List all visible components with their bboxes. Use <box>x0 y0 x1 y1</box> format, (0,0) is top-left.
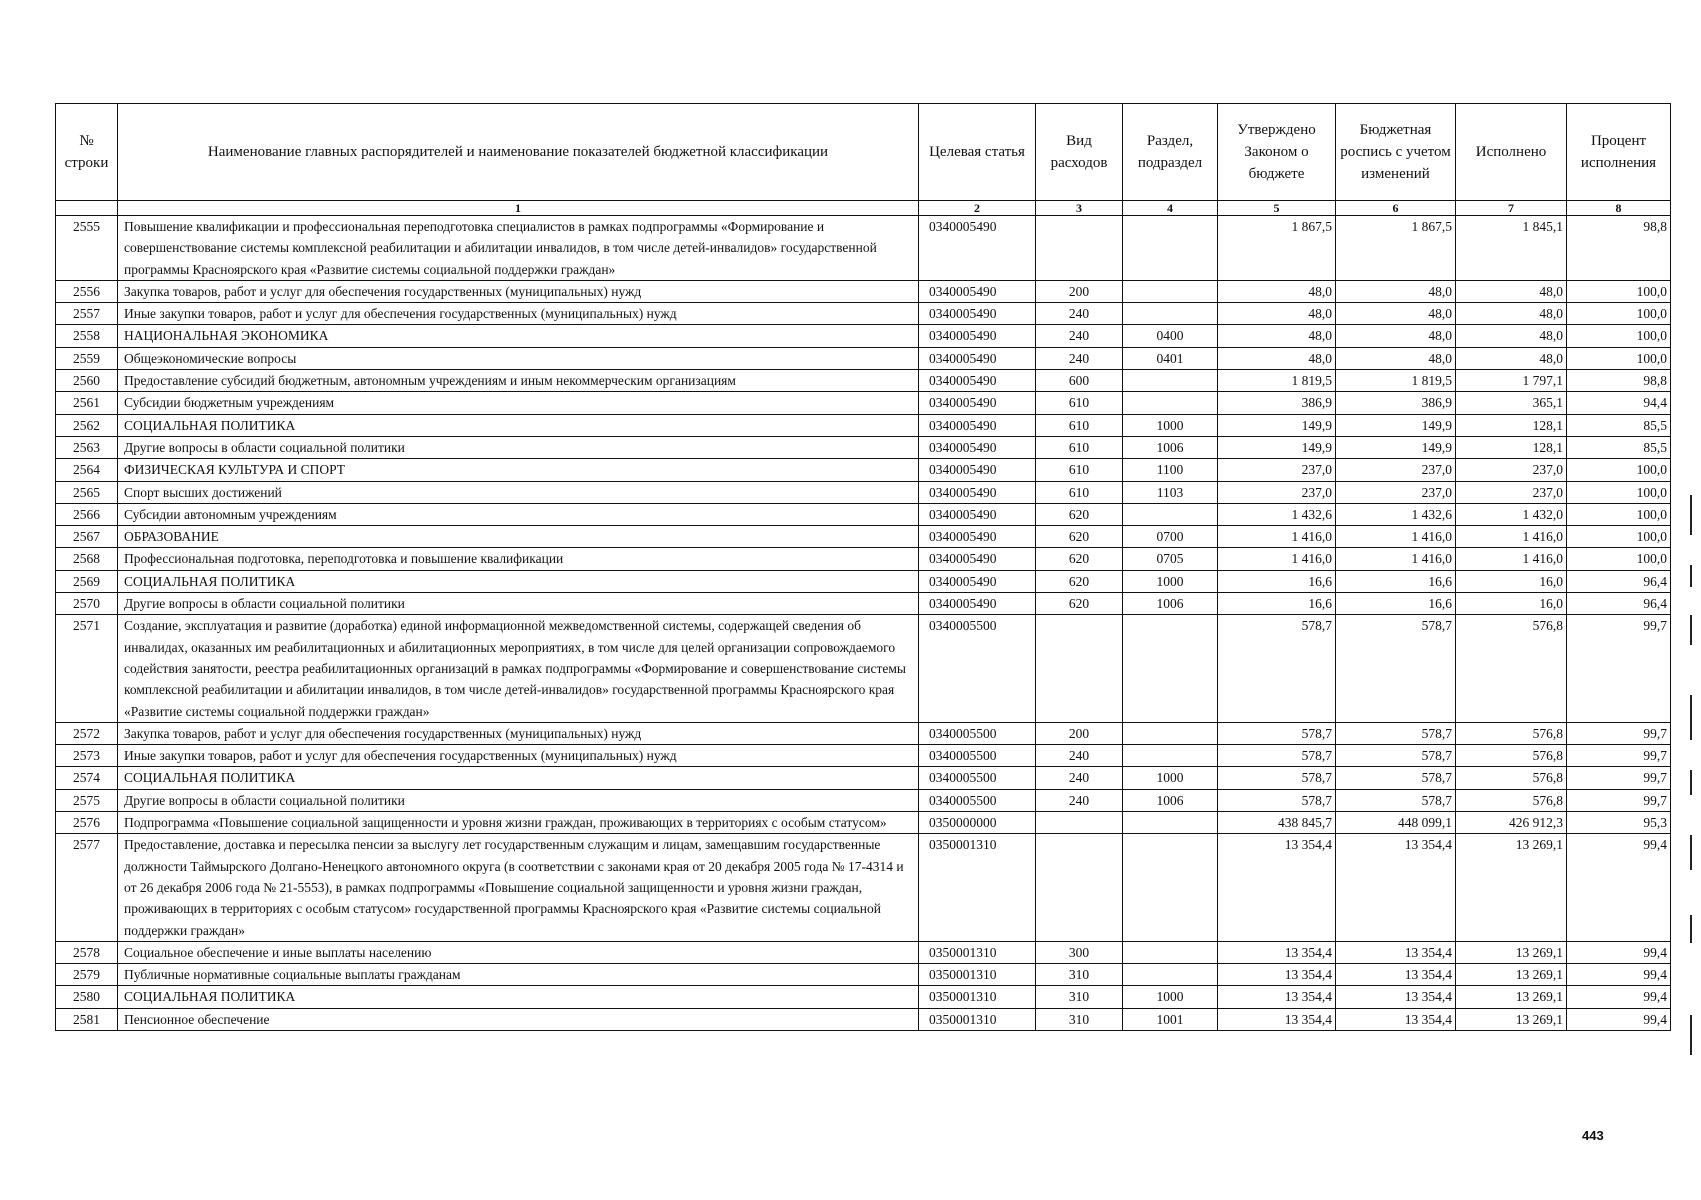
executed-amount: 576,8 <box>1456 789 1567 811</box>
approved-amount: 386,9 <box>1218 392 1336 414</box>
row-number: 2574 <box>56 767 118 789</box>
target-article: 0350001310 <box>919 986 1036 1008</box>
row-number: 2572 <box>56 722 118 744</box>
expense-type: 310 <box>1036 964 1123 986</box>
expense-type: 620 <box>1036 593 1123 615</box>
expense-type: 610 <box>1036 414 1123 436</box>
expense-type: 610 <box>1036 436 1123 458</box>
target-article: 0340005490 <box>919 481 1036 503</box>
expense-type: 200 <box>1036 280 1123 302</box>
row-name: Пенсионное обеспечение <box>118 1008 919 1030</box>
table-row <box>56 459 1671 481</box>
row-name: Социальное обеспечение и иные выплаты населению <box>118 941 919 963</box>
row-number: 2563 <box>56 436 118 458</box>
table-row <box>56 436 1671 458</box>
expense-type: 600 <box>1036 370 1123 392</box>
roster-amount: 1 432,6 <box>1336 503 1456 525</box>
approved-amount: 13 354,4 <box>1218 941 1336 963</box>
approved-amount: 149,9 <box>1218 436 1336 458</box>
target-article: 0340005490 <box>919 347 1036 369</box>
section-code: 1000 <box>1123 986 1218 1008</box>
section-code: 0401 <box>1123 347 1218 369</box>
table-row <box>56 745 1671 767</box>
row-name: Иные закупки товаров, работ и услуг для обеспечения государственных (муниципальных) нужд <box>118 303 919 325</box>
target-article: 0340005490 <box>919 216 1036 281</box>
target-article: 0340005490 <box>919 593 1036 615</box>
approved-amount: 1 416,0 <box>1218 548 1336 570</box>
roster-amount: 48,0 <box>1336 280 1456 302</box>
table-row <box>56 392 1671 414</box>
executed-amount: 426 912,3 <box>1456 812 1567 834</box>
approved-amount: 48,0 <box>1218 325 1336 347</box>
row-name: СОЦИАЛЬНАЯ ПОЛИТИКА <box>118 767 919 789</box>
target-article: 0340005490 <box>919 370 1036 392</box>
column-number <box>56 201 118 216</box>
expense-type: 310 <box>1036 1008 1123 1030</box>
approved-amount: 578,7 <box>1218 789 1336 811</box>
header-expense-type: Вид расходов <box>1036 104 1123 201</box>
column-number: 7 <box>1456 201 1567 216</box>
expense-type: 620 <box>1036 526 1123 548</box>
row-number: 2579 <box>56 964 118 986</box>
execution-percent: 98,8 <box>1567 370 1671 392</box>
table-row <box>56 481 1671 503</box>
target-article: 0340005490 <box>919 436 1036 458</box>
row-number: 2578 <box>56 941 118 963</box>
executed-amount: 1 845,1 <box>1456 216 1567 281</box>
target-article: 0340005490 <box>919 570 1036 592</box>
roster-amount: 48,0 <box>1336 325 1456 347</box>
table-row <box>56 941 1671 963</box>
row-name: Иные закупки товаров, работ и услуг для обеспечения государственных (муниципальных) нужд <box>118 745 919 767</box>
row-name: Подпрограмма «Повышение социальной защищенности и уровня жизни граждан, проживающих в территориях с особым статусом» <box>118 812 919 834</box>
target-article: 0350001310 <box>919 1008 1036 1030</box>
executed-amount: 237,0 <box>1456 459 1567 481</box>
table-row <box>56 303 1671 325</box>
executed-amount: 13 269,1 <box>1456 941 1567 963</box>
row-number: 2571 <box>56 615 118 722</box>
table-row <box>56 986 1671 1008</box>
table-row <box>56 767 1671 789</box>
target-article: 0340005490 <box>919 548 1036 570</box>
approved-amount: 48,0 <box>1218 303 1336 325</box>
row-number: 2580 <box>56 986 118 1008</box>
roster-amount: 237,0 <box>1336 481 1456 503</box>
roster-amount: 16,6 <box>1336 570 1456 592</box>
execution-percent: 99,7 <box>1567 615 1671 722</box>
execution-percent: 99,7 <box>1567 767 1671 789</box>
roster-amount: 13 354,4 <box>1336 986 1456 1008</box>
table-row <box>56 280 1671 302</box>
execution-percent: 96,4 <box>1567 570 1671 592</box>
expense-type: 240 <box>1036 347 1123 369</box>
execution-percent: 100,0 <box>1567 526 1671 548</box>
approved-amount: 237,0 <box>1218 459 1336 481</box>
roster-amount: 578,7 <box>1336 767 1456 789</box>
section-code <box>1123 392 1218 414</box>
row-name: Профессиональная подготовка, переподготовка и повышение квалификации <box>118 548 919 570</box>
column-number-row <box>56 201 1671 216</box>
execution-percent: 100,0 <box>1567 503 1671 525</box>
roster-amount: 578,7 <box>1336 745 1456 767</box>
expense-type <box>1036 216 1123 281</box>
executed-amount: 48,0 <box>1456 347 1567 369</box>
row-name: Предоставление, доставка и пересылка пенсии за выслугу лет государственным служащим и лицам, замещавшим государственные должности Таймырского Долгано-Ненецкого автономного округа (в соответствии с законами края от 20 декабря 2005 года № 17-4314 и от 26 декабря 2006 года № 21-5553), в рамках подпрограммы «Повышение социальной защищенности и уровня жизни граждан, проживающих в территориях с особым статусом» государственной программы Красноярского края «Развитие системы социальной поддержки граждан» <box>118 834 919 941</box>
approved-amount: 1 867,5 <box>1218 216 1336 281</box>
row-name: Создание, эксплуатация и развитие (доработка) единой информационной межведомственной системы, содержащей сведения об инвалидах, оказанных им реабилитационных и абилитационных мероприятиях, в том числе для целей организации сопровождаемого содействия занятости, реестра реабилитационных организаций в рамках подпрограммы «Формирование и совершенствование системы комплексной реабилитации и абилитации инвалидов, в том числе детей-инвалидов» государственной программы Красноярского края «Развитие системы социальной поддержки граждан» <box>118 615 919 722</box>
row-number: 2556 <box>56 280 118 302</box>
execution-percent: 100,0 <box>1567 459 1671 481</box>
row-number: 2558 <box>56 325 118 347</box>
expense-type: 240 <box>1036 745 1123 767</box>
approved-amount: 578,7 <box>1218 767 1336 789</box>
table-row <box>56 216 1671 281</box>
execution-percent: 100,0 <box>1567 325 1671 347</box>
section-code: 1001 <box>1123 1008 1218 1030</box>
execution-percent: 99,4 <box>1567 941 1671 963</box>
table-row <box>56 570 1671 592</box>
approved-amount: 1 416,0 <box>1218 526 1336 548</box>
target-article: 0350001310 <box>919 964 1036 986</box>
section-code: 1100 <box>1123 459 1218 481</box>
execution-percent: 94,4 <box>1567 392 1671 414</box>
target-article: 0340005490 <box>919 280 1036 302</box>
table-row <box>56 414 1671 436</box>
section-code <box>1123 503 1218 525</box>
table-row <box>56 615 1671 722</box>
row-number: 2575 <box>56 789 118 811</box>
execution-percent: 99,4 <box>1567 1008 1671 1030</box>
roster-amount: 237,0 <box>1336 459 1456 481</box>
roster-amount: 578,7 <box>1336 615 1456 722</box>
target-article: 0350001310 <box>919 941 1036 963</box>
expense-type: 610 <box>1036 459 1123 481</box>
expense-type <box>1036 812 1123 834</box>
executed-amount: 16,0 <box>1456 593 1567 615</box>
approved-amount: 48,0 <box>1218 347 1336 369</box>
executed-amount: 1 797,1 <box>1456 370 1567 392</box>
section-code: 1000 <box>1123 570 1218 592</box>
executed-amount: 16,0 <box>1456 570 1567 592</box>
row-number: 2566 <box>56 503 118 525</box>
budget-execution-table <box>55 103 1671 1031</box>
roster-amount: 149,9 <box>1336 436 1456 458</box>
target-article: 0340005490 <box>919 503 1036 525</box>
row-number: 2564 <box>56 459 118 481</box>
column-number: 4 <box>1123 201 1218 216</box>
execution-percent: 98,8 <box>1567 216 1671 281</box>
approved-amount: 1 819,5 <box>1218 370 1336 392</box>
target-article: 0340005490 <box>919 459 1036 481</box>
executed-amount: 48,0 <box>1456 303 1567 325</box>
table-row <box>56 789 1671 811</box>
approved-amount: 1 432,6 <box>1218 503 1336 525</box>
section-code <box>1123 303 1218 325</box>
expense-type: 240 <box>1036 303 1123 325</box>
row-number: 2560 <box>56 370 118 392</box>
header-section: Раздел, подраздел <box>1123 104 1218 201</box>
table-row <box>56 325 1671 347</box>
target-article: 0350000000 <box>919 812 1036 834</box>
section-code: 0400 <box>1123 325 1218 347</box>
roster-amount: 48,0 <box>1336 347 1456 369</box>
header-row-number: № строки <box>56 104 118 201</box>
approved-amount: 578,7 <box>1218 745 1336 767</box>
roster-amount: 578,7 <box>1336 722 1456 744</box>
roster-amount: 1 416,0 <box>1336 548 1456 570</box>
section-code <box>1123 941 1218 963</box>
executed-amount: 237,0 <box>1456 481 1567 503</box>
roster-amount: 13 354,4 <box>1336 941 1456 963</box>
row-number: 2570 <box>56 593 118 615</box>
execution-percent: 100,0 <box>1567 303 1671 325</box>
header-row <box>56 104 1671 201</box>
column-number: 8 <box>1567 201 1671 216</box>
section-code: 0705 <box>1123 548 1218 570</box>
header-percent: Процент исполнения <box>1567 104 1671 201</box>
execution-percent: 99,4 <box>1567 964 1671 986</box>
row-name: ФИЗИЧЕСКАЯ КУЛЬТУРА И СПОРТ <box>118 459 919 481</box>
row-number: 2576 <box>56 812 118 834</box>
section-code: 1006 <box>1123 789 1218 811</box>
expense-type: 610 <box>1036 392 1123 414</box>
expense-type <box>1036 615 1123 722</box>
execution-percent: 85,5 <box>1567 436 1671 458</box>
header-executed: Исполнено <box>1456 104 1567 201</box>
roster-amount: 1 416,0 <box>1336 526 1456 548</box>
budget-table-page <box>55 103 1670 1031</box>
executed-amount: 13 269,1 <box>1456 1008 1567 1030</box>
section-code: 1103 <box>1123 481 1218 503</box>
execution-percent: 100,0 <box>1567 347 1671 369</box>
row-number: 2562 <box>56 414 118 436</box>
section-code: 1006 <box>1123 593 1218 615</box>
row-number: 2555 <box>56 216 118 281</box>
table-row <box>56 370 1671 392</box>
expense-type: 310 <box>1036 986 1123 1008</box>
row-name: Другие вопросы в области социальной политики <box>118 436 919 458</box>
roster-amount: 1 819,5 <box>1336 370 1456 392</box>
row-number: 2577 <box>56 834 118 941</box>
approved-amount: 13 354,4 <box>1218 986 1336 1008</box>
target-article: 0340005500 <box>919 722 1036 744</box>
roster-amount: 1 867,5 <box>1336 216 1456 281</box>
row-name: Субсидии бюджетным учреждениям <box>118 392 919 414</box>
row-name: Публичные нормативные социальные выплаты гражданам <box>118 964 919 986</box>
roster-amount: 13 354,4 <box>1336 1008 1456 1030</box>
executed-amount: 365,1 <box>1456 392 1567 414</box>
target-article: 0340005490 <box>919 526 1036 548</box>
section-code: 1000 <box>1123 767 1218 789</box>
roster-amount: 48,0 <box>1336 303 1456 325</box>
row-name: Закупка товаров, работ и услуг для обеспечения государственных (муниципальных) нужд <box>118 722 919 744</box>
execution-percent: 85,5 <box>1567 414 1671 436</box>
roster-amount: 16,6 <box>1336 593 1456 615</box>
row-name: Предоставление субсидий бюджетным, автономным учреждениям и иным некоммерческим организациям <box>118 370 919 392</box>
section-code <box>1123 964 1218 986</box>
row-number: 2567 <box>56 526 118 548</box>
row-name: Спорт высших достижений <box>118 481 919 503</box>
execution-percent: 99,7 <box>1567 789 1671 811</box>
row-name: Общеэкономические вопросы <box>118 347 919 369</box>
table-row <box>56 1008 1671 1030</box>
execution-percent: 96,4 <box>1567 593 1671 615</box>
section-code <box>1123 216 1218 281</box>
column-number: 6 <box>1336 201 1456 216</box>
column-number: 1 <box>118 201 919 216</box>
target-article: 0340005500 <box>919 789 1036 811</box>
executed-amount: 128,1 <box>1456 436 1567 458</box>
approved-amount: 48,0 <box>1218 280 1336 302</box>
page-number: 443 <box>1582 1128 1604 1143</box>
header-target-article: Целевая статья <box>919 104 1036 201</box>
executed-amount: 576,8 <box>1456 745 1567 767</box>
table-row <box>56 548 1671 570</box>
expense-type: 620 <box>1036 548 1123 570</box>
executed-amount: 13 269,1 <box>1456 834 1567 941</box>
row-number: 2568 <box>56 548 118 570</box>
section-code <box>1123 370 1218 392</box>
approved-amount: 578,7 <box>1218 615 1336 722</box>
executed-amount: 576,8 <box>1456 615 1567 722</box>
executed-amount: 128,1 <box>1456 414 1567 436</box>
table-row <box>56 347 1671 369</box>
approved-amount: 16,6 <box>1218 593 1336 615</box>
executed-amount: 13 269,1 <box>1456 986 1567 1008</box>
executed-amount: 576,8 <box>1456 767 1567 789</box>
execution-percent: 95,3 <box>1567 812 1671 834</box>
row-number: 2581 <box>56 1008 118 1030</box>
target-article: 0350001310 <box>919 834 1036 941</box>
row-number: 2565 <box>56 481 118 503</box>
row-name: СОЦИАЛЬНАЯ ПОЛИТИКА <box>118 570 919 592</box>
roster-amount: 13 354,4 <box>1336 834 1456 941</box>
row-number: 2561 <box>56 392 118 414</box>
row-number: 2559 <box>56 347 118 369</box>
executed-amount: 48,0 <box>1456 325 1567 347</box>
row-name: Повышение квалификации и профессиональная переподготовка специалистов в рамках подпрограммы «Формирование и совершенствование системы комплексной реабилитации и абилитации инвалидов, в том числе детей-инвалидов» государственной программы Красноярского края «Развитие системы социальной поддержки граждан» <box>118 216 919 281</box>
row-name: Другие вопросы в области социальной политики <box>118 789 919 811</box>
expense-type: 240 <box>1036 789 1123 811</box>
expense-type: 620 <box>1036 570 1123 592</box>
approved-amount: 13 354,4 <box>1218 1008 1336 1030</box>
row-name: ОБРАЗОВАНИЕ <box>118 526 919 548</box>
execution-percent: 99,7 <box>1567 745 1671 767</box>
target-article: 0340005500 <box>919 745 1036 767</box>
section-code: 1006 <box>1123 436 1218 458</box>
target-article: 0340005490 <box>919 414 1036 436</box>
column-number: 2 <box>919 201 1036 216</box>
approved-amount: 438 845,7 <box>1218 812 1336 834</box>
table-row <box>56 503 1671 525</box>
executed-amount: 1 416,0 <box>1456 548 1567 570</box>
expense-type: 620 <box>1036 503 1123 525</box>
section-code <box>1123 722 1218 744</box>
scan-edge-marks <box>1690 495 1693 1095</box>
row-name: СОЦИАЛЬНАЯ ПОЛИТИКА <box>118 414 919 436</box>
table-row <box>56 722 1671 744</box>
header-budget-roster: Бюджетная роспись с учетом изменений <box>1336 104 1456 201</box>
section-code: 1000 <box>1123 414 1218 436</box>
table-row <box>56 964 1671 986</box>
execution-percent: 99,7 <box>1567 722 1671 744</box>
approved-amount: 13 354,4 <box>1218 964 1336 986</box>
execution-percent: 99,4 <box>1567 986 1671 1008</box>
roster-amount: 386,9 <box>1336 392 1456 414</box>
roster-amount: 149,9 <box>1336 414 1456 436</box>
expense-type: 300 <box>1036 941 1123 963</box>
executed-amount: 1 432,0 <box>1456 503 1567 525</box>
row-number: 2557 <box>56 303 118 325</box>
expense-type: 240 <box>1036 325 1123 347</box>
section-code <box>1123 280 1218 302</box>
row-number: 2569 <box>56 570 118 592</box>
target-article: 0340005500 <box>919 615 1036 722</box>
expense-type: 240 <box>1036 767 1123 789</box>
expense-type: 200 <box>1036 722 1123 744</box>
table-row <box>56 593 1671 615</box>
section-code <box>1123 834 1218 941</box>
section-code: 0700 <box>1123 526 1218 548</box>
approved-amount: 237,0 <box>1218 481 1336 503</box>
target-article: 0340005500 <box>919 767 1036 789</box>
table-row <box>56 834 1671 941</box>
row-name: Субсидии автономным учреждениям <box>118 503 919 525</box>
target-article: 0340005490 <box>919 392 1036 414</box>
table-row <box>56 812 1671 834</box>
table-row <box>56 526 1671 548</box>
row-name: Закупка товаров, работ и услуг для обеспечения государственных (муниципальных) нужд <box>118 280 919 302</box>
executed-amount: 13 269,1 <box>1456 964 1567 986</box>
expense-type <box>1036 834 1123 941</box>
row-number: 2573 <box>56 745 118 767</box>
executed-amount: 576,8 <box>1456 722 1567 744</box>
approved-amount: 149,9 <box>1218 414 1336 436</box>
row-name: Другие вопросы в области социальной политики <box>118 593 919 615</box>
executed-amount: 48,0 <box>1456 280 1567 302</box>
row-name: НАЦИОНАЛЬНАЯ ЭКОНОМИКА <box>118 325 919 347</box>
section-code <box>1123 615 1218 722</box>
roster-amount: 578,7 <box>1336 789 1456 811</box>
row-name: СОЦИАЛЬНАЯ ПОЛИТИКА <box>118 986 919 1008</box>
execution-percent: 100,0 <box>1567 481 1671 503</box>
execution-percent: 100,0 <box>1567 280 1671 302</box>
approved-amount: 578,7 <box>1218 722 1336 744</box>
header-name: Наименование главных распорядителей и наименование показателей бюджетной классификации <box>118 104 919 201</box>
executed-amount: 1 416,0 <box>1456 526 1567 548</box>
roster-amount: 448 099,1 <box>1336 812 1456 834</box>
approved-amount: 16,6 <box>1218 570 1336 592</box>
approved-amount: 13 354,4 <box>1218 834 1336 941</box>
target-article: 0340005490 <box>919 325 1036 347</box>
section-code <box>1123 812 1218 834</box>
header-approved: Утверждено Законом о бюджете <box>1218 104 1336 201</box>
target-article: 0340005490 <box>919 303 1036 325</box>
section-code <box>1123 745 1218 767</box>
roster-amount: 13 354,4 <box>1336 964 1456 986</box>
column-number: 5 <box>1218 201 1336 216</box>
expense-type: 610 <box>1036 481 1123 503</box>
execution-percent: 100,0 <box>1567 548 1671 570</box>
execution-percent: 99,4 <box>1567 834 1671 941</box>
column-number: 3 <box>1036 201 1123 216</box>
